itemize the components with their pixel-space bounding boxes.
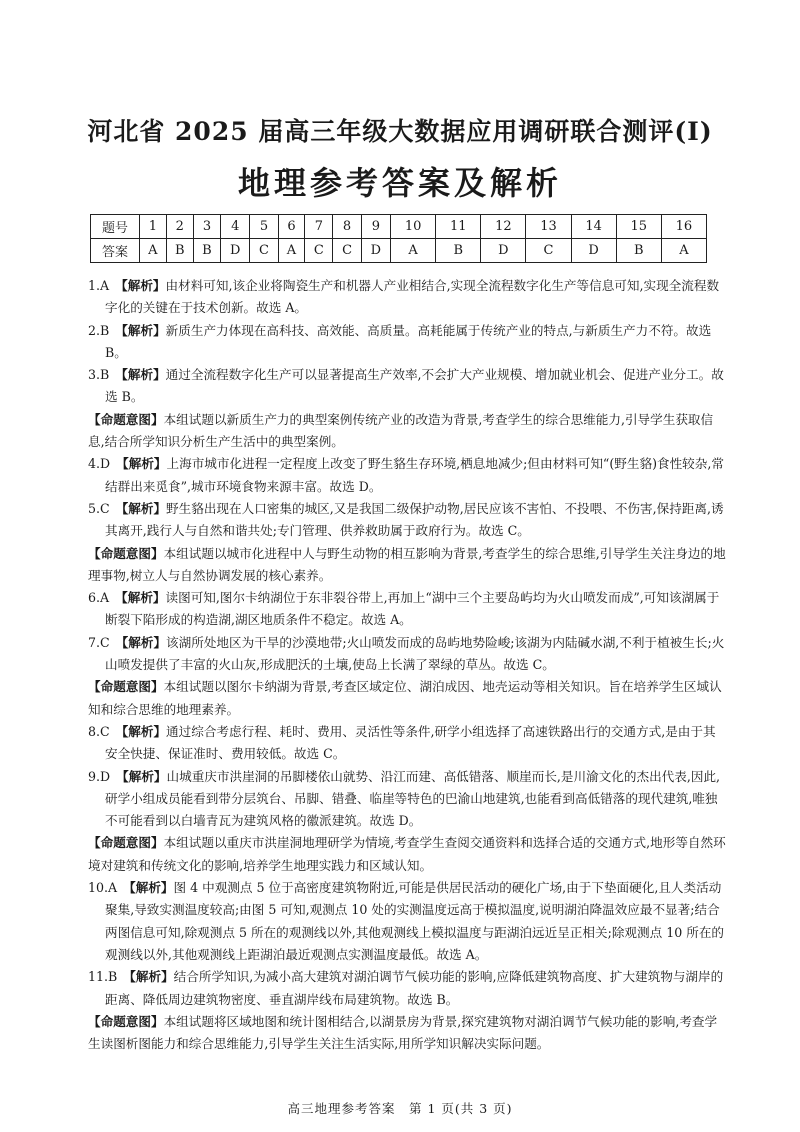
answer-cell: A <box>278 239 305 263</box>
answer-explanation <box>88 320 728 365</box>
question-number-cell: 7 <box>305 215 333 239</box>
analysis-tag: 【解析】 <box>123 880 174 896</box>
intent-tag: 【命题意图】 <box>88 679 164 695</box>
intent-note <box>88 1011 728 1056</box>
answer-cell: B <box>436 239 481 263</box>
question-number: 1.A <box>88 278 110 293</box>
question-number-cell: 14 <box>571 215 616 239</box>
exam-title: 河北省 2025 届高三年级大数据应用调研联合测评(Ⅰ) <box>87 117 713 146</box>
intent-text: 本组试题将区域地图和统计图相结合,以湖景房为背景,探究建筑物对湖泊调节气候功能的影响,考查学生读图析图能力和综合思维能力,引导学生关注生活实际,用所学知识解决实际问题。 <box>88 1013 718 1052</box>
answer-table-row-numbers <box>91 215 707 239</box>
explanation-text: 上海市城市化进程一定程度上改变了野生貉生存环境,栖息地减少;但由材料可知“(野生貉)食性较杂,常结群出来觅食”,城市环境食物来源丰富。故选 D。 <box>105 456 724 494</box>
question-number-cell: 3 <box>193 215 220 239</box>
explanations <box>88 275 728 1055</box>
answer-cell: D <box>221 239 250 263</box>
question-number-cell: 12 <box>481 215 526 239</box>
analysis-tag: 【解析】 <box>115 590 166 606</box>
analysis-tag: 【解析】 <box>123 969 174 985</box>
answer-table <box>90 214 707 263</box>
answer-explanation <box>88 587 728 632</box>
explanation-text: 通过综合考虑行程、耗时、费用、灵活性等条件,研学小组选择了高速铁路出行的交通方式,是由于其安全快捷、保证准时、费用较低。故选 C。 <box>105 723 716 762</box>
row-label-numbers: 题号 <box>91 215 140 239</box>
answer-cell: C <box>305 239 333 263</box>
question-number: 8.C <box>88 723 110 739</box>
answer-cell: D <box>361 239 390 263</box>
question-number: 10.A <box>88 880 118 896</box>
intent-note <box>88 409 728 454</box>
answer-cell: B <box>166 239 193 263</box>
answer-explanation <box>88 364 728 409</box>
intent-text: 本组试题以城市化进程中人与野生动物的相互影响为背景,考查学生的综合思维,引导学生关注身边的地理事物,树立人与自然协调发展的核心素养。 <box>88 545 726 583</box>
question-number-cell: 4 <box>221 215 250 239</box>
question-number: 6.A <box>88 590 110 606</box>
answer-cell: B <box>616 239 661 263</box>
answer-cell: A <box>661 239 706 263</box>
intent-tag: 【命题意图】 <box>88 545 164 561</box>
analysis-tag: 【解析】 <box>115 634 167 650</box>
intent-note <box>88 832 728 877</box>
answer-cell: D <box>481 239 526 263</box>
question-number: 9.D <box>88 768 111 784</box>
answer-explanation <box>88 453 728 498</box>
question-number: 3.B <box>88 367 110 383</box>
answer-explanation <box>88 966 728 1011</box>
analysis-tag: 【解析】 <box>115 278 166 293</box>
explanation-text: 新质生产力体现在高科技、高效能、高质量。高耗能属于传统产业的特点,与新质生产力不符。故选 B。 <box>105 322 712 360</box>
explanation-text: 野生貉出现在人口密集的城区,又是我国二级保护动物,居民应该不害怕、不投喂、不伤害,保持距离,诱其离开,践行人与自然和谐共处;专门管理、供养救助属于政府行为。故选 C。 <box>105 500 724 539</box>
intent-tag: 【命题意图】 <box>88 1013 164 1029</box>
question-number-cell: 6 <box>278 215 305 239</box>
answer-cell: C <box>250 239 278 263</box>
explanation-text: 图 4 中观测点 5 位于高密度建筑物附近,可能是供居民活动的硬化广场,由于下垫面硬化,且人类活动聚集,导致实测温度较高;由图 5 可知,观测点 10 处的实测温度远高于模拟温度,说明湖泊降温效应最不显著;结合两图信息可知,除观测点 5 所在的观测线以外,其他观测线上模拟温度与距湖泊远近呈正相关;除观测点 10 所在的观测线以外,其他观测线上距湖泊最近观测点实测温度最低。故选 A。 <box>105 880 725 962</box>
answer-explanation <box>88 721 728 766</box>
answer-cell: A <box>140 239 167 263</box>
explanation-text: 由材料可知,该企业将陶瓷生产和机器人产业相结合,实现全流程数字化生产等信息可知,实现全流程数字化的关键在于技术创新。故选 A。 <box>105 278 720 316</box>
analysis-tag: 【解析】 <box>115 723 167 739</box>
question-number-cell: 9 <box>361 215 390 239</box>
page-title: 地理参考答案及解析 <box>237 164 562 202</box>
analysis-tag: 【解析】 <box>116 456 167 472</box>
intent-text: 本组试题以新质生产力的典型案例传统产业的改造为背景,考查学生的综合思维能力,引导学生获取信息,结合所学知识分析生产生活中的典型案例。 <box>88 411 714 450</box>
question-number-cell: 2 <box>166 215 193 239</box>
intent-tag: 【命题意图】 <box>88 411 164 427</box>
question-number-cell: 5 <box>250 215 278 239</box>
explanation-text: 该湖所处地区为干旱的沙漠地带;火山喷发而成的岛屿地势险峻;该湖为内陆碱水湖,不利于植被生长;火山喷发提供了丰富的火山灰,形成肥沃的土壤,使岛上长满了翠绿的草丛。故选 C。 <box>105 634 725 673</box>
intent-note <box>88 676 728 721</box>
answer-explanation <box>88 632 728 677</box>
answer-explanation <box>88 498 728 543</box>
answer-cell: C <box>526 239 571 263</box>
row-label-answers: 答案 <box>91 239 140 263</box>
answer-explanation <box>88 877 728 966</box>
question-number-cell: 13 <box>526 215 571 239</box>
intent-note <box>88 543 728 588</box>
question-number: 4.D <box>88 456 111 472</box>
intent-tag: 【命题意图】 <box>88 835 164 851</box>
answer-table-row-answers <box>91 239 707 263</box>
analysis-tag: 【解析】 <box>115 367 166 383</box>
analysis-tag: 【解析】 <box>115 322 166 338</box>
answer-cell: A <box>391 239 436 263</box>
analysis-tag: 【解析】 <box>115 500 167 516</box>
intent-text: 本组试题以重庆市洪崖洞地理研学为情境,考查学生查阅交通资料和选择合适的交通方式,地形等自然环境对建筑和传统文化的影响,培养学生地理实践力和区域认知。 <box>88 835 726 873</box>
question-number-cell: 16 <box>661 215 706 239</box>
question-number-cell: 8 <box>333 215 361 239</box>
intent-text: 本组试题以图尔卡纳湖为背景,考查区域定位、湖泊成因、地壳运动等相关知识。旨在培养学生区域认知和综合思维的地理素养。 <box>88 679 722 717</box>
question-number: 5.C <box>88 500 110 516</box>
question-number: 7.C <box>88 634 110 650</box>
answer-cell: B <box>193 239 220 263</box>
answer-explanation <box>88 766 728 833</box>
question-number-cell: 11 <box>436 215 481 239</box>
question-number: 2.B <box>88 322 110 338</box>
question-number-cell: 10 <box>391 215 436 239</box>
question-number: 11.B <box>88 969 118 985</box>
page-footer: 高三地理参考答案 第 1 页(共 3 页) <box>287 1101 513 1116</box>
answer-explanation <box>88 275 728 320</box>
answer-cell: C <box>333 239 361 263</box>
answer-cell: D <box>571 239 616 263</box>
explanation-text: 山城重庆市洪崖洞的吊脚楼依山就势、沿江而建、高低错落、顺崖而长,是川渝文化的杰出代表,因此,研学小组成员能看到带分层筑台、吊脚、错叠、临崖等特色的巴渝山地建筑,也能看到高低错落的现代建筑,唯独不可能看到以白墙青瓦为建筑风格的徽派建筑。故选 D。 <box>105 768 721 829</box>
explanation-text: 通过全流程数字化生产可以显著提高生产效率,不会扩大产业规模、增加就业机会、促进产业分工。故选 B。 <box>105 367 724 405</box>
analysis-tag: 【解析】 <box>116 768 167 784</box>
question-number-cell: 1 <box>140 215 167 239</box>
question-number-cell: 15 <box>616 215 661 239</box>
explanation-text: 结合所学知识,为减小高大建筑对湖泊调节气候功能的影响,应降低建筑物高度、扩大建筑物与湖岸的距离、降低周边建筑物密度、垂直湖岸线布局建筑物。故选 B。 <box>105 969 724 1007</box>
explanation-text: 读图可知,图尔卡纳湖位于东非裂谷带上,再加上“湖中三个主要岛屿均为火山喷发而成”,可知该湖属于断裂下陷形成的构造湖,湖区地质条件不稳定。故选 A。 <box>105 590 720 628</box>
